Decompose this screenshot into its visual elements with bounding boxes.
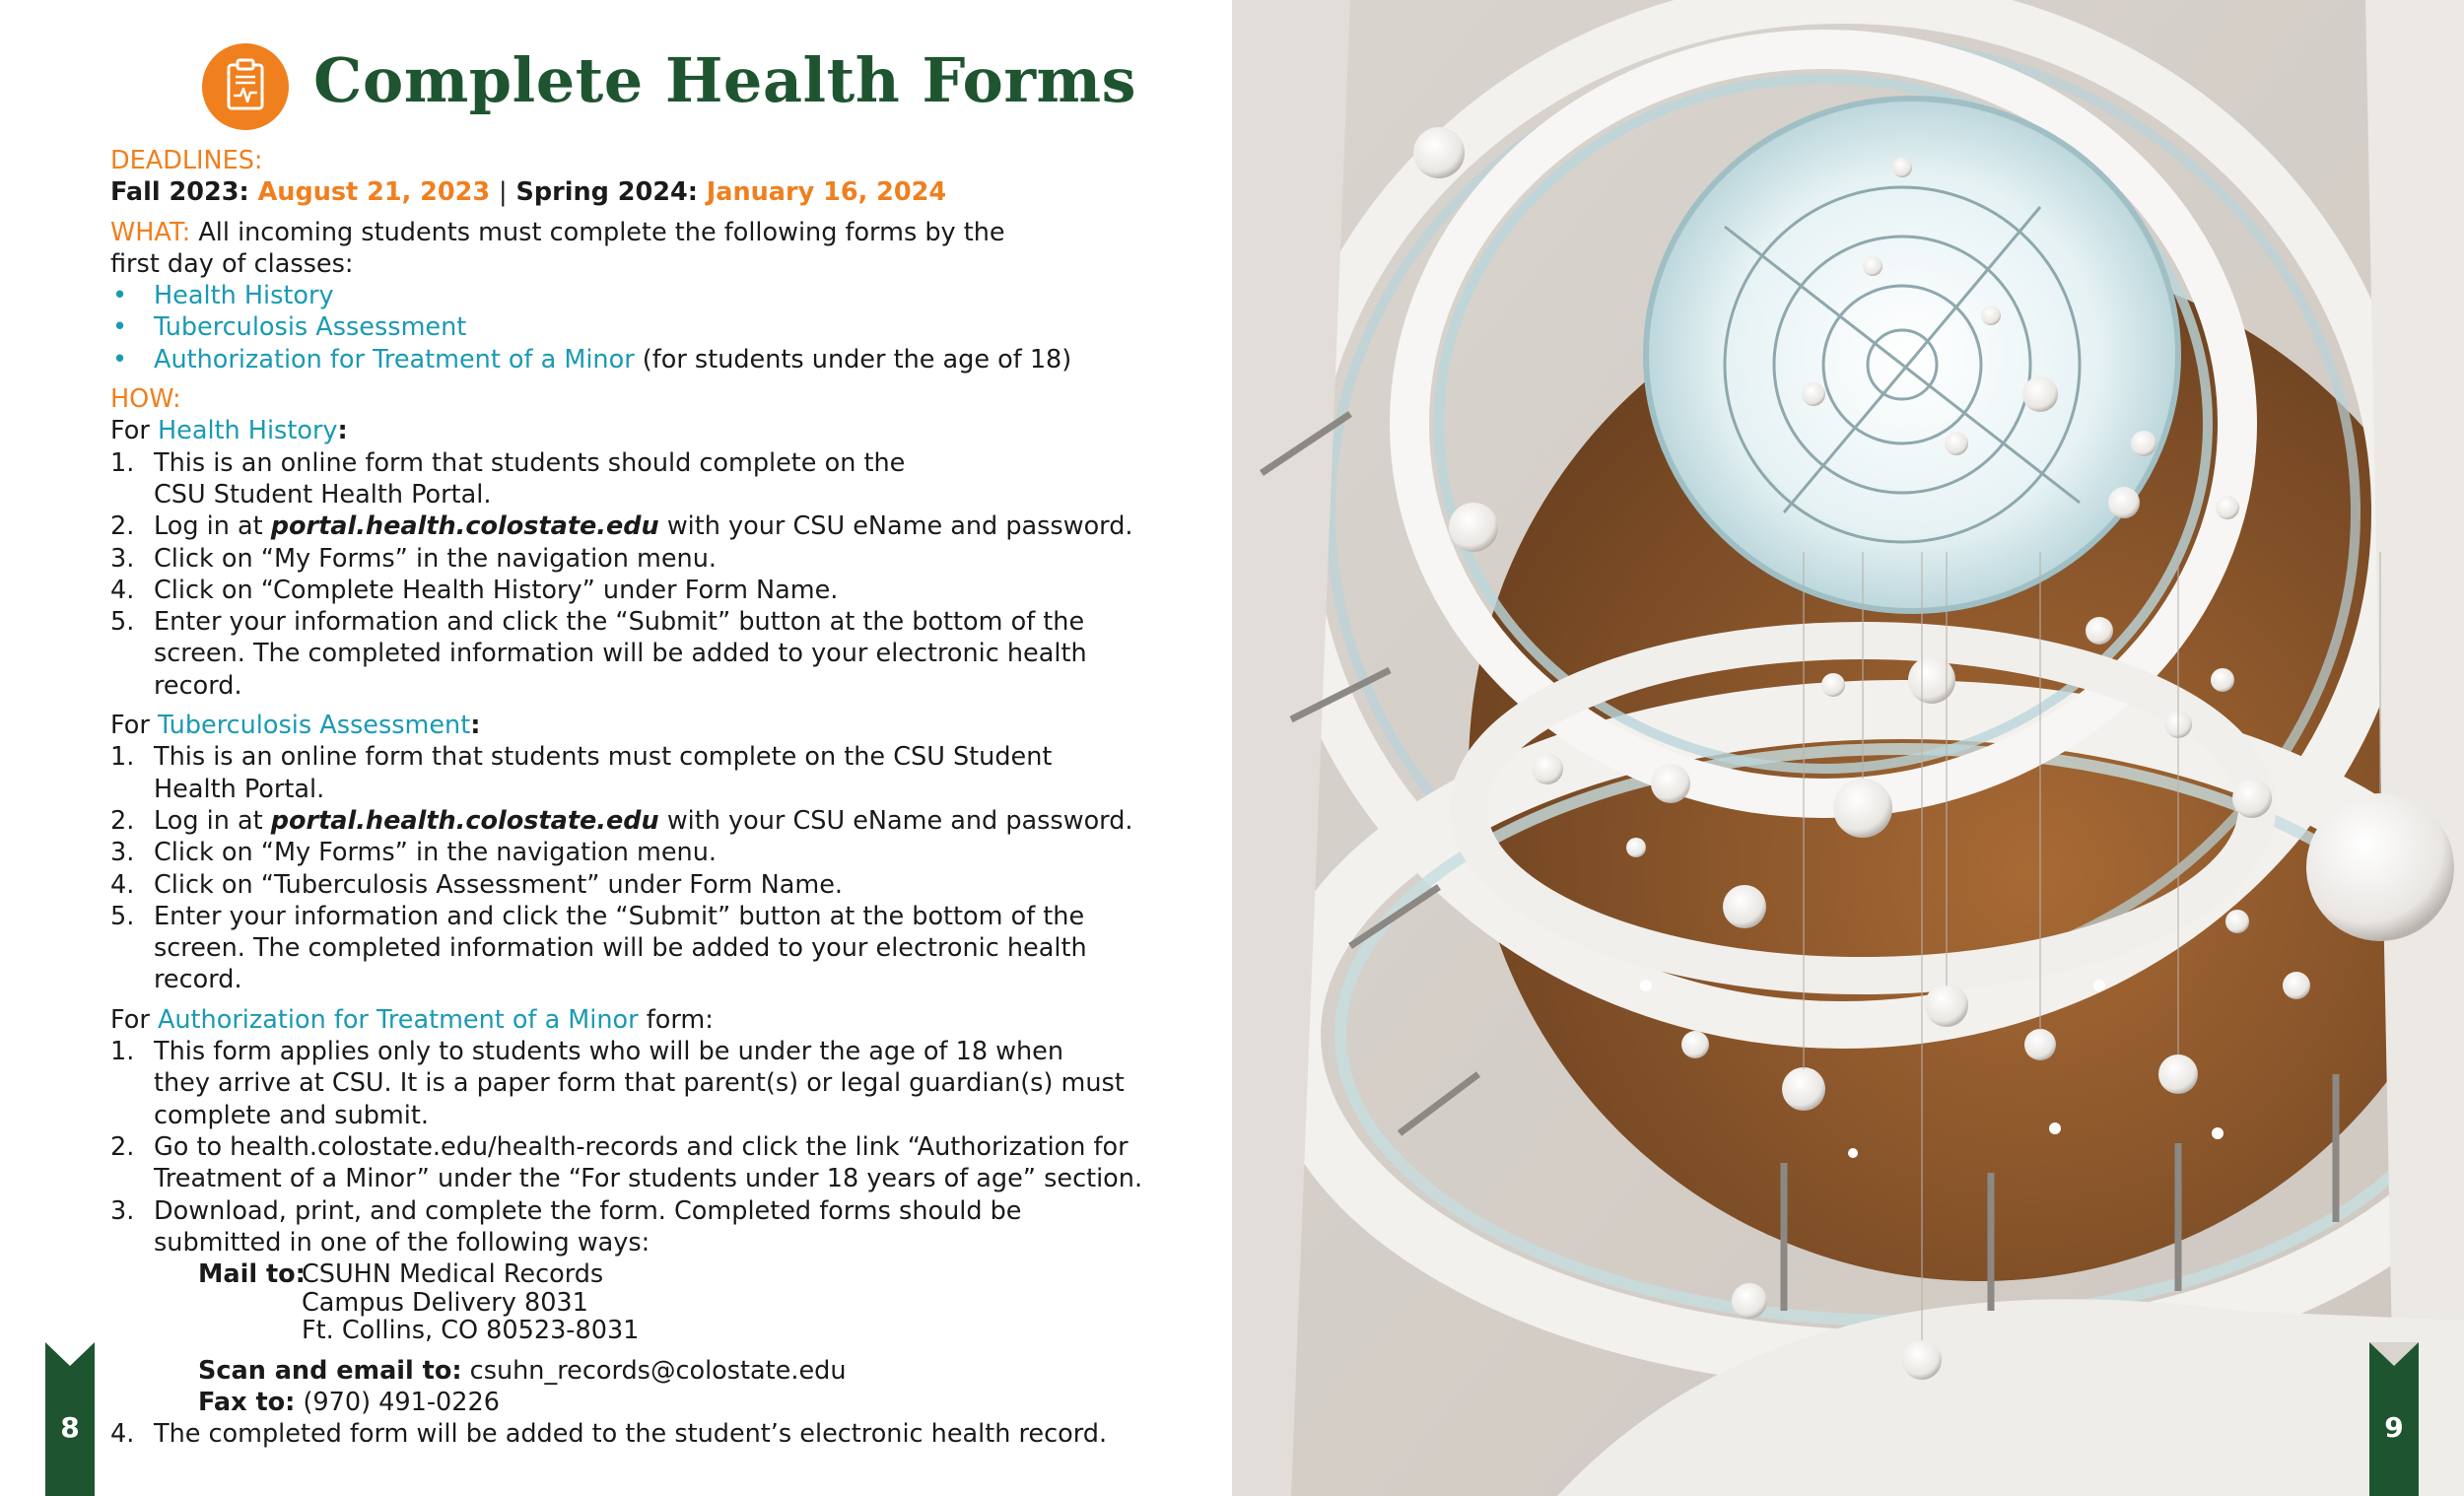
fax-label: Fax to: (198, 1387, 296, 1417)
clipboard-health-icon (202, 43, 289, 130)
what-line-1 (110, 217, 1145, 248)
step-number: 1. (110, 1037, 135, 1067)
step-text: screen. The completed information will be added to your electronic health (154, 639, 1087, 669)
step-number: 1. (110, 742, 135, 773)
step-text: Click on “My Forms” in the navigation menu. (154, 543, 717, 574)
portal-link[interactable]: portal.health.colostate.edu (270, 805, 659, 836)
bullet-icon: • (112, 312, 128, 343)
step-item (110, 1418, 1145, 1450)
what-text-1: All incoming students must complete the following forms by the (198, 217, 1005, 247)
step-text: Click on “Tuberculosis Assessment” under Form Name. (154, 869, 843, 900)
section-name-health-history[interactable]: Health History (157, 416, 338, 446)
what-text-2: first day of classes: (110, 248, 354, 279)
mail-address (302, 1258, 639, 1345)
fax-number: (970) 491-0226 (303, 1387, 500, 1417)
email-block (198, 1355, 1145, 1387)
section-prefix: For (110, 711, 150, 741)
email-link[interactable]: csuhn_records@colostate.edu (469, 1355, 847, 1386)
page-number-badge-right (2369, 1342, 2419, 1496)
step-item (110, 901, 1145, 996)
step-number: 2. (110, 805, 135, 836)
step-number: 5. (110, 901, 135, 931)
step-text: Enter your information and click the “Submit” button at the bottom of the (154, 607, 1085, 638)
step-text: Treatment of a Minor” under the “For students under 18 years of age” section. (154, 1164, 1143, 1194)
step-number: 3. (110, 543, 135, 574)
step-number: 4. (110, 869, 135, 900)
badge-notch-icon (2369, 1342, 2419, 1372)
step-text: Go to health.colostate.edu/health-records and click the link “Authorization for (154, 1131, 1129, 1162)
step-item (110, 869, 1145, 901)
step-text: Click on “My Forms” in the navigation menu. (154, 838, 717, 868)
step-text: Download, print, and complete the form. Completed forms should be (154, 1195, 1022, 1226)
fall-date: August 21, 2023 (257, 177, 491, 208)
section-name-tuberculosis[interactable]: Tuberculosis Assessment (157, 711, 471, 741)
step-text: screen. The completed information will be added to your electronic health (154, 933, 1087, 964)
bullet-icon: • (112, 344, 128, 374)
step-number: 4. (110, 575, 135, 605)
step-text: The completed form will be added to the student’s electronic health record. (154, 1419, 1108, 1450)
form-list-item (110, 344, 1145, 375)
step-text: record. (154, 670, 242, 701)
section-suffix: : (470, 711, 481, 741)
section-prefix: For (110, 1004, 150, 1035)
page-number-left: 8 (60, 1411, 80, 1444)
section-heading-minor-authorization (110, 1004, 1145, 1036)
step-text: This is an online form that students should complete on the (154, 447, 906, 478)
section-suffix: form: (646, 1004, 714, 1035)
step-text: record. (154, 965, 242, 995)
step-number: 5. (110, 607, 135, 638)
step-item (110, 1195, 1145, 1259)
form-health-history-link[interactable]: Health History (154, 281, 334, 311)
fax-block (198, 1387, 1145, 1418)
step-text: Health Portal. (154, 774, 325, 804)
how-label: HOW: (110, 384, 181, 415)
step-item (110, 741, 1145, 805)
step-item (110, 1036, 1145, 1131)
step-item (110, 543, 1145, 575)
form-minor-note: (for students under the age of 18) (642, 344, 1072, 374)
mail-address-line: Campus Delivery 8031 (302, 1287, 588, 1318)
step-text: submitted in one of the following ways: (154, 1227, 650, 1258)
step-text: This form applies only to students who will be under the age of 18 when (154, 1037, 1064, 1067)
step-number: 3. (110, 838, 135, 868)
step-item (110, 510, 1145, 542)
mail-address-line: Ft. Collins, CO 80523-8031 (302, 1316, 640, 1346)
step-number: 3. (110, 1195, 135, 1226)
portal-link[interactable]: portal.health.colostate.edu (270, 511, 659, 542)
step-item (110, 1131, 1145, 1195)
form-tuberculosis-link[interactable]: Tuberculosis Assessment (154, 312, 467, 343)
spring-date: January 16, 2024 (706, 177, 947, 208)
step-item (110, 575, 1145, 606)
page-number-right: 9 (2384, 1411, 2404, 1444)
deadlines-label: DEADLINES: (110, 146, 263, 175)
step-text: with your CSU eName and password. (666, 511, 1133, 542)
form-minor-authorization-link[interactable]: Authorization for Treatment of a Minor (154, 344, 635, 374)
step-text: CSU Student Health Portal. (154, 479, 492, 510)
section-heading-health-history (110, 415, 1145, 446)
mail-label: Mail to: (198, 1259, 306, 1290)
content-body (110, 145, 1145, 1450)
step-item (110, 837, 1145, 868)
deadline-separator: | (499, 177, 508, 208)
deadlines-row (110, 176, 1145, 208)
step-text: Click on “Complete Health History” under Form Name. (154, 575, 839, 605)
section-suffix: : (337, 416, 348, 446)
step-text: complete and submit. (154, 1100, 429, 1130)
step-item (110, 805, 1145, 837)
step-number: 1. (110, 447, 135, 478)
step-text: Enter your information and click the “Submit” button at the bottom of the (154, 901, 1085, 931)
what-label: WHAT: (110, 217, 191, 247)
page-title: Complete Health Forms (313, 44, 1137, 116)
step-text: with your CSU eName and password. (666, 805, 1133, 836)
mail-to-block (198, 1258, 1145, 1345)
badge-notch-icon (45, 1342, 95, 1372)
step-number: 2. (110, 1131, 135, 1162)
step-number: 2. (110, 511, 135, 542)
form-list-item (110, 280, 1145, 311)
step-text: Log in at (154, 805, 263, 836)
step-text: they arrive at CSU. It is a paper form that parent(s) or legal guardian(s) must (154, 1068, 1125, 1099)
spiral-staircase-photo (1232, 0, 2464, 1496)
step-item (110, 606, 1145, 702)
step-text: This is an online form that students must complete on the CSU Student (154, 742, 1053, 773)
fall-label: Fall 2023: (110, 177, 249, 208)
section-heading-tuberculosis (110, 710, 1145, 741)
section-name-minor-authorization[interactable]: Authorization for Treatment of a Minor (157, 1004, 639, 1035)
form-list-item (110, 311, 1145, 343)
section-prefix: For (110, 416, 150, 446)
spring-label: Spring 2024: (515, 177, 698, 208)
mail-address-line: CSUHN Medical Records (302, 1259, 604, 1290)
step-text: Log in at (154, 511, 263, 542)
page-number-badge-left (45, 1342, 95, 1496)
step-number: 4. (110, 1419, 135, 1450)
step-item (110, 447, 1145, 511)
email-label: Scan and email to: (198, 1355, 462, 1386)
bullet-icon: • (112, 281, 128, 311)
